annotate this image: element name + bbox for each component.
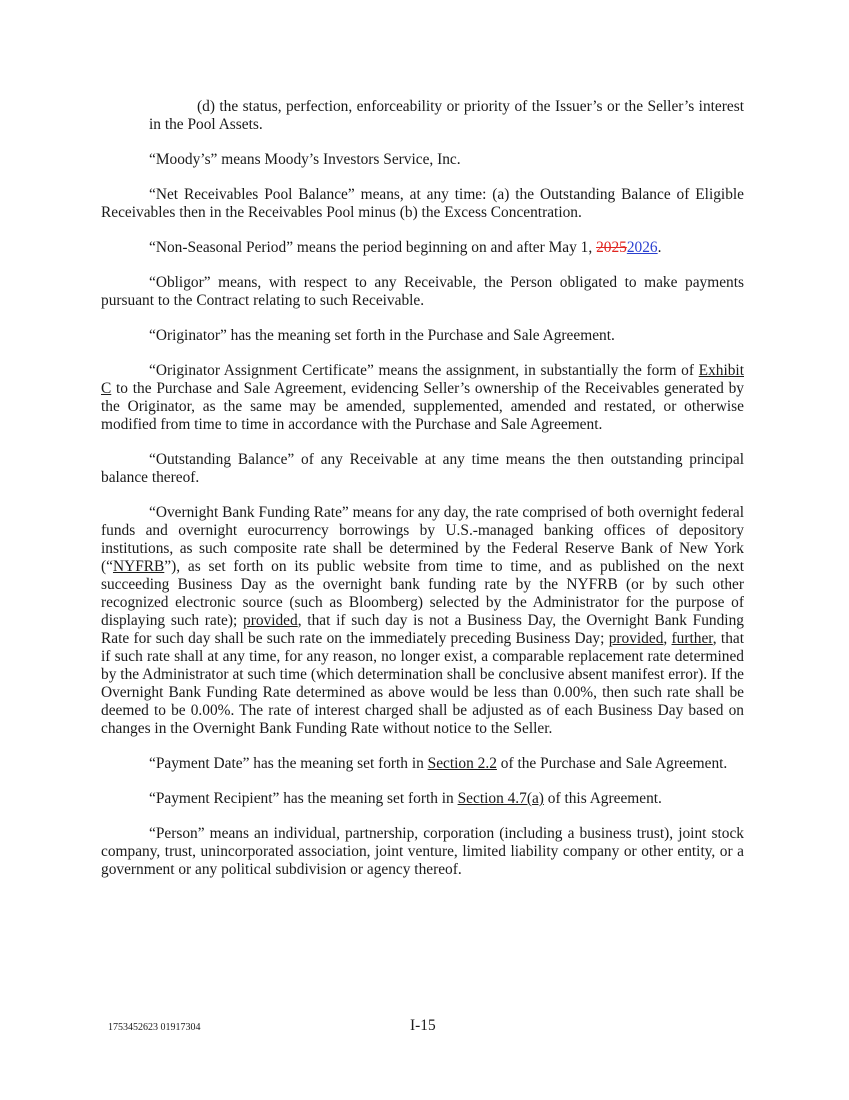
obfr-text-d: , [663,630,672,647]
obfr-text-c: , that if such day is not a Business Day, the Overnight Bank Funding Rate for such day shall be such rate on the immediately preceding Business Day; [101,612,744,647]
paragraph-d-clause: (d) the status, perfection, enforceability or priority of the Issuer’s or the Seller’s interest in the Pool Assets. [149,98,744,133]
definition-originator: “Originator” has the meaning set forth in the Purchase and Sale Agreement. [149,327,615,344]
definition-outstanding-balance: “Outstanding Balance” of any Receivable at any time means the then outstanding principal balance thereof. [101,451,744,486]
provided-term-2: provided [608,630,664,647]
further-term: further [671,630,713,647]
obfr-text-e: , that if such rate shall at any time, for any reason, no longer exist, a comparable replacement rate determined by the Administrator at such time (which determination shall be conclusive absent manifest error). If the Overnight Bank Funding Rate determined as above would be less than 0.00%, then such rate shall be deemed to be 0.00%. The rate of interest charged shall be adjusted as of each Business Day based on changes in the Overnight Bank Funding Rate without notice to the Seller. [101,630,744,737]
definition-overnight-bank-funding-rate [101,504,744,738]
obfr-text-b: ”), as set forth on its public website from time to time, and as published on the next succeeding Business Day as the overnight bank funding rate by the NYFRB (or by such other recognized electronic source (such as Bloomberg) selected by the Administrator for the purpose of displaying such rate); [101,558,744,629]
document-page [101,98,744,896]
non-seasonal-end: . [657,239,662,256]
definition-person: “Person” means an individual, partnership, corporation (including a business trust), joint stock company, trust, unincorporated association, joint venture, limited liability company or other entity, or a government or any political subdivision or agency thereof. [101,825,744,878]
non-seasonal-text: “Non-Seasonal Period” means the period beginning on and after May 1, [149,239,597,256]
definition-payment-recipient [101,790,744,808]
footer-document-id: 1753452623 01917304 [108,1022,201,1033]
deleted-year: 2025 [596,239,627,256]
payment-date-text-a: “Payment Date” has the meaning set forth in [149,755,428,772]
payment-recipient-text-a: “Payment Recipient” has the meaning set forth in [149,790,458,807]
oac-text-a: “Originator Assignment Certificate” means the assignment, in substantially the form of [149,362,699,379]
payment-date-text-b: of the Purchase and Sale Agreement. [496,755,728,772]
definition-obligor: “Obligor” means, with respect to any Receivable, the Person obligated to make payments pursuant to the Contract relating to such Receivable. [101,274,744,309]
exhibit-c-reference: Exhibit C [101,362,744,397]
payment-recipient-text-b: of this Agreement. [543,790,662,807]
oac-text-b: to the Purchase and Sale Agreement, evidencing Seller’s ownership of the Receivables generated by the Originator, as the same may be amended, supplemented, amended and restated, or otherwise modified from time to time in accordance with the Purchase and Sale Agreement. [101,380,744,433]
section-4-7a-reference: Section 4.7(a) [457,790,544,807]
inserted-year: 2026 [626,239,658,256]
provided-term-1: provided [243,612,298,629]
definition-moodys: “Moody’s” means Moody’s Investors Service, Inc. [149,151,461,168]
definition-non-seasonal-period [101,239,744,257]
nyfrb-term: NYFRB [112,558,165,575]
section-2-2-reference: Section 2.2 [427,755,497,772]
obfr-text-a: “Overnight Bank Funding Rate” means for any day, the rate comprised of both overnight federal funds and overnight eurocurrency borrowings by U.S.-managed banking offices of depository institutions, as such composite rate shall be determined by the Federal Reserve Bank of New York (“ [101,504,744,575]
footer-page-number: I-15 [410,1017,436,1034]
definition-net-receivables-pool-balance: “Net Receivables Pool Balance” means, at any time: (a) the Outstanding Balance of Eligible Receivables then in the Receivables Pool minus (b) the Excess Concentration. [101,186,744,221]
definition-payment-date [101,755,744,773]
definition-originator-assignment-certificate [101,362,744,434]
